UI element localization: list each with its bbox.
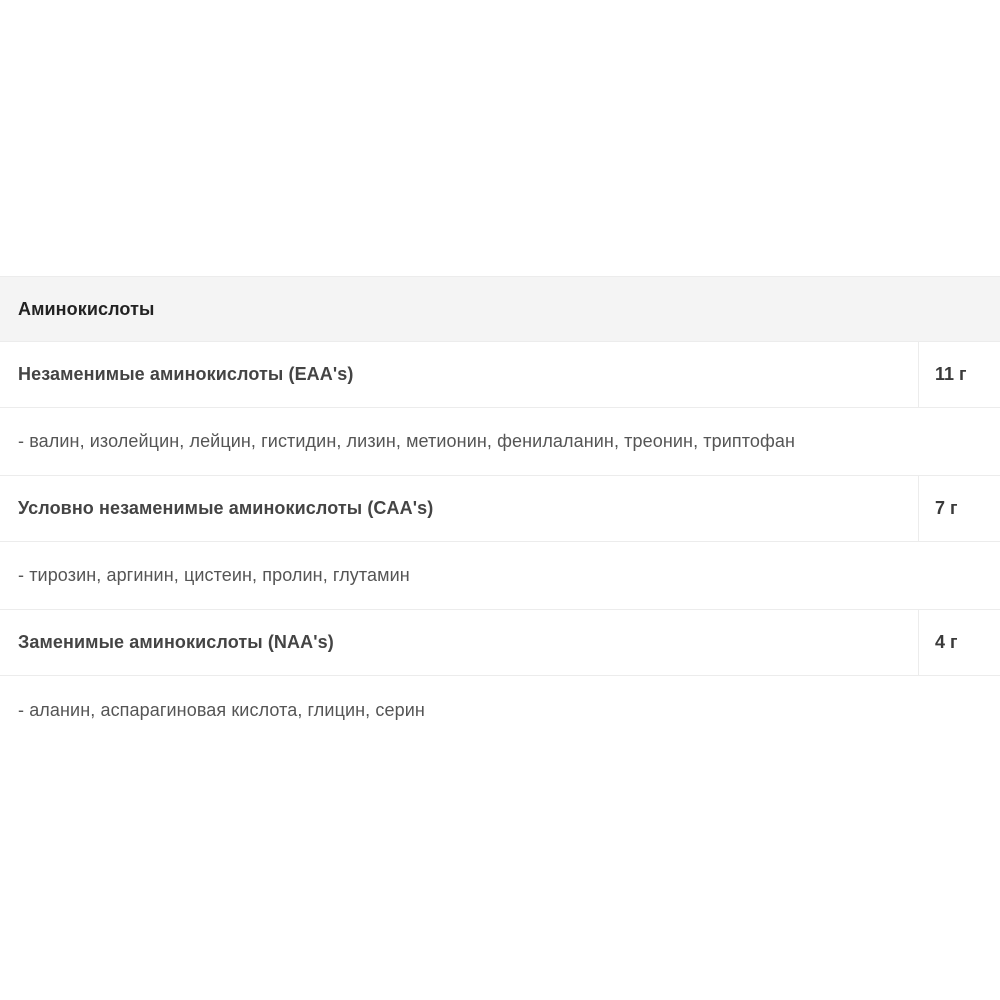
caa-detail-text: - тирозин, аргинин, цистеин, пролин, глутамин [18,565,410,585]
table-row-naa [0,610,1000,676]
amino-acids-table [0,276,1000,744]
caa-amount: 7 г [918,476,1000,541]
naa-amount: 4 г [918,610,1000,675]
table-row-caa-detail [0,542,1000,610]
table-row-eaa-detail [0,408,1000,476]
table-header-title: Аминокислоты [18,298,155,319]
naa-label: Заменимые аминокислоты (NAA's) [18,632,334,652]
eaa-amount: 11 г [918,342,1000,407]
eaa-label: Незаменимые аминокислоты (EAA's) [18,364,354,384]
table-row-caa [0,476,1000,542]
eaa-detail-text: - валин, изолейцин, лейцин, гистидин, лизин, метионин, фенилаланин, треонин, триптофан [18,431,796,451]
caa-label: Условно незаменимые аминокислоты (CAA's) [18,498,434,518]
table-header-row [0,277,1000,342]
table-row-naa-detail [0,676,1000,744]
table-row-eaa [0,342,1000,408]
naa-detail-text: - аланин, аспарагиновая кислота, глицин, серин [18,699,425,720]
